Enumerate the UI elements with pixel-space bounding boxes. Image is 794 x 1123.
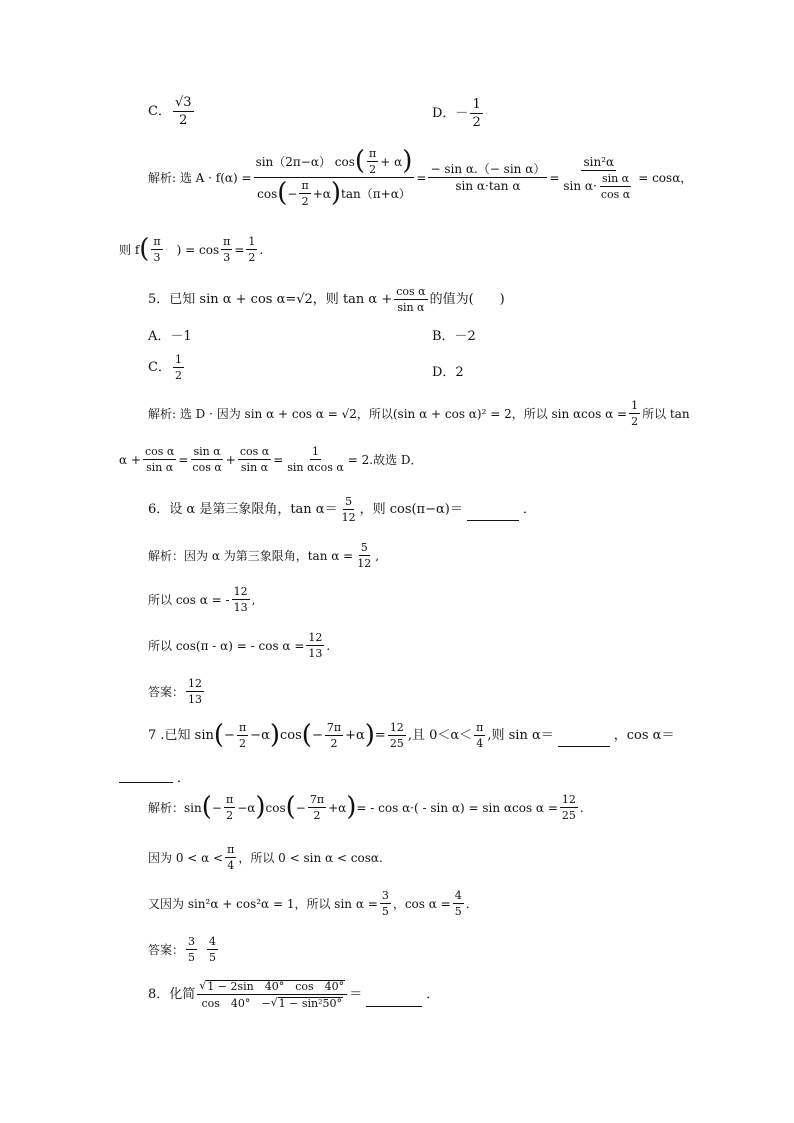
q8-stem: 8．化简 √ 1 − 2sin 40° cos 40° cos 40° − √ 1 − sin²50° ＝ ．: [148, 979, 440, 1010]
q6-solution-line-2: 所以 cos α = - $\frac{12}{13}$ ,: [148, 585, 256, 614]
q4-fraction-3: sin²α sin α· $\frac{\text{sin α}}{\text{cos α}}$: [563, 154, 631, 201]
q6-solution-line-1: 解析：因为 α 为第三象限角，tan α = $\frac{5}{12}$ ,: [148, 541, 380, 570]
q5-option-c: C． $\frac{1}{2}$: [148, 353, 182, 382]
q7-stem: 7 .已知 sin ( − $\frac{\pi}{2}$ −α ) cos ( − $\frac{7\pi}{2}$ +α ) = $\frac{12}{25}$ ,且 0＜α＜ $\frac{\pi}{4}$ ,则 sin α＝ ，cos α＝: [148, 719, 675, 750]
q6-solution-line-3: 所以 cos(π - α) = - cos α = $\frac{12}{13}$ .: [148, 631, 331, 660]
q4-option-c: [148, 96, 196, 127]
q7-stem-cont: ．: [119, 772, 190, 785]
q4-option-d-label: D．－: [432, 106, 469, 121]
q8-answer-blank[interactable]: [366, 1005, 422, 1007]
q5-stem: 5．已知 sin α + cos α=√2，则 tan α + $\frac{\text{cos α}}{\text{sin α}}$ 的值为( ): [148, 285, 505, 314]
q7-solution-line-1: 解析：sin ( − $\frac{\pi}{2}$ −α ) cos ( − $\frac{7\pi}{2}$ +α ) = - cos α·( - sin α) = sin αcos α = $\frac{12}{25}$ .: [148, 791, 584, 822]
q7-sin-answer-blank[interactable]: [558, 745, 610, 747]
q4-option-c-label: C．: [148, 104, 171, 119]
q6-answer-blank[interactable]: [467, 519, 519, 521]
q7-solution-line-2: 因为 0 < α < $\frac{\pi}{4}$ ，所以 0 < sin α < cosα.: [148, 843, 383, 872]
q5-option-a: A．－1: [148, 329, 192, 344]
q4-fraction-2: $\frac{\text{− sin α.（− sin α）}}{\text{sin α·tan α}}$: [430, 162, 546, 193]
q4-solution-line: 解析: 选 A · f(α) = sin（2π−α） cos ( $\frac{\pi}{2}$ + α ) cos ( − $\frac{\pi}{2}$ +α ) tan（π+α） = $\frac{\text{− sin α.（− sin α）}}{\text{sin α·tan α}}$ = sin²α sin α· $\frac{\text{sin α}}{\text{cos α}}$ = cosα，: [148, 145, 693, 208]
q5-solution-line-1: 解析: 选 D · 因为 sin α + cos α = √2，所以(sin α + cos α)² = 2，所以 sin αcos α = $\frac{1}{2}$ 所以 tan: [148, 399, 690, 428]
q4-solution-prefix: 解析: 选 A · f(α) =: [148, 170, 252, 185]
q7-answer: 答案： $\frac{3}{5}$ $\frac{4}{5}$: [148, 935, 217, 964]
q4-option-c-fraction: $\frac{√3}{2}$: [174, 95, 192, 128]
q5-option-d: D．2: [432, 365, 464, 380]
q5-solution-line-2: α + $\frac{\text{cos α}}{\text{sin α}}$ = $\frac{\text{sin α}}{\text{cos α}}$ + $\frac{\text{cos α}}{\text{sin α}}$ = $\frac{1}{\text{sin αcos α}}$ = 2.故选 D．: [119, 445, 423, 474]
q7-cos-answer-blank[interactable]: [119, 781, 173, 783]
q4-then-line: 则 f ( $\frac{\pi}{3}$ ) = cos $\frac{\pi}{3}$ = $\frac{1}{2}$ .: [119, 233, 264, 264]
q6-stem: 6．设 α 是第三象限角，tan α＝ $\frac{5}{12}$ ，则 cos(π−α)＝ ．: [148, 495, 536, 524]
q4-fraction-1: sin（2π−α） cos ( $\frac{\pi}{2}$ + α ) cos ( − $\frac{\pi}{2}$ +α ) tan（π+α）: [255, 145, 413, 208]
q7-solution-line-3: 又因为 sin²α + cos²α = 1，所以 sin α = $\frac{3}{5}$ ，cos α = $\frac{4}{5}$ .: [148, 889, 470, 918]
q4-option-d-fraction: $\frac{1}{2}$: [472, 97, 481, 130]
q8-fraction: √ 1 − 2sin 40° cos 40° cos 40° − √ 1 − sin²50°: [197, 980, 347, 1009]
q4-option-d: [432, 98, 485, 129]
q6-answer: 答案： $\frac{12}{13}$: [148, 677, 203, 706]
q5-option-b: B．－2: [432, 329, 476, 344]
